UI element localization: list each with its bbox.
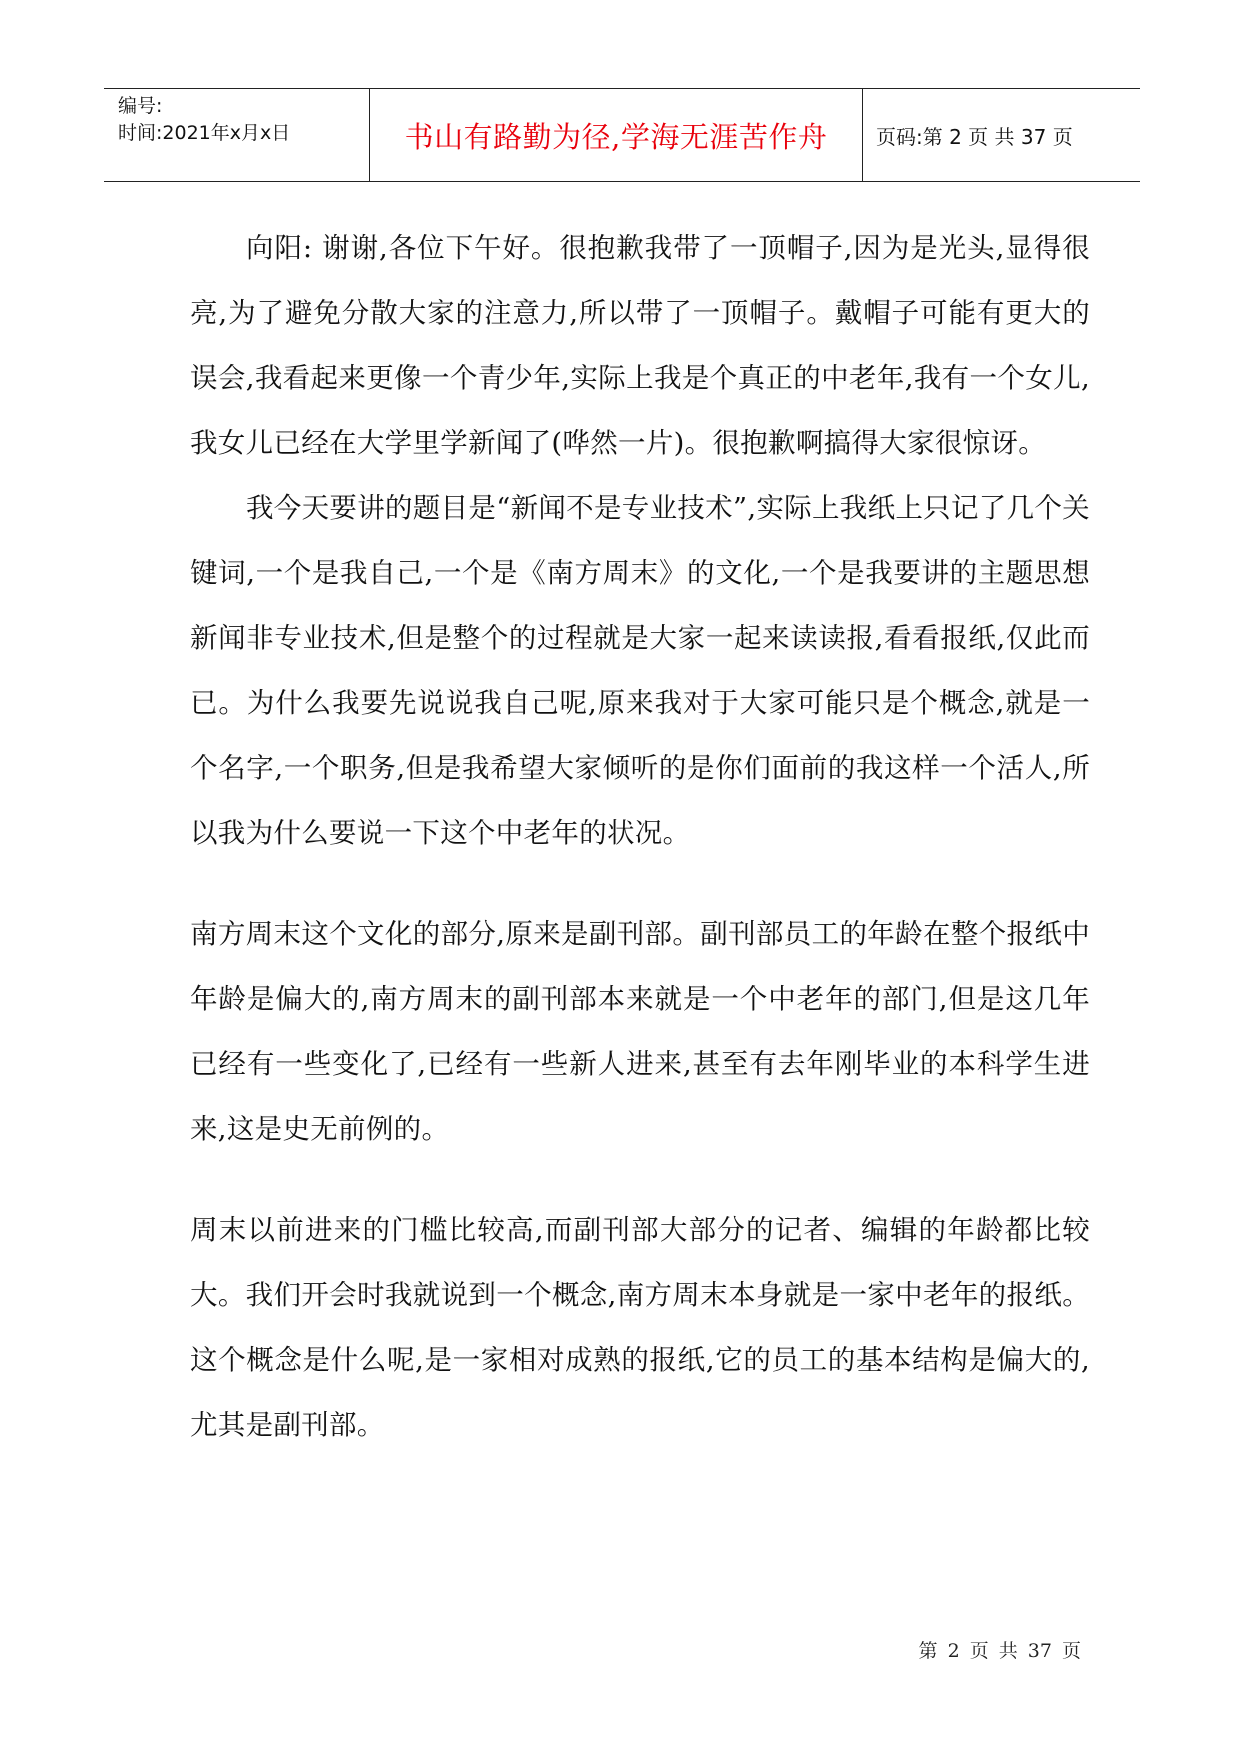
document-body: [190, 216, 1090, 1458]
header-motto: 书山有路勤为径,学海无涯苦作舟: [404, 119, 828, 154]
header-divider-right: [862, 89, 863, 181]
paragraph-3: 南方周末这个文化的部分,原来是副刊部。副刊部员工的年龄在整个报纸中年龄是偏大的,南方周末的副刊部本来就是一个中老年的部门,但是这几年已经有一些变化了,已经有一些新人进来,甚至有去年刚毕业的本科学生进来,这是史无前例的。: [190, 918, 1090, 1145]
header-page-number: 页码:第 2 页 共 37 页: [876, 124, 1073, 149]
document-time-label: 时间:2021年x月x日: [118, 122, 291, 144]
paragraph-4: 周末以前进来的门槛比较高,而副刊部大部分的记者、编辑的年龄都比较大。我们开会时我就说到一个概念,南方周末本身就是一家中老年的报纸。这个概念是什么呢,是一家相对成熟的报纸,它的员工的基本结构是偏大的,尤其是副刊部。: [190, 1214, 1090, 1441]
page-header: [104, 88, 1140, 182]
page-footer: 第 2 页 共 37 页: [918, 1640, 1081, 1662]
document-number-label: 编号:: [118, 95, 163, 117]
paragraph-1: 向阳: 谢谢,各位下午好。很抱歉我带了一顶帽子,因为是光头,显得很亮,为了避免分散大家的注意力,所以带了一顶帽子。戴帽子可能有更大的误会,我看起来更像一个青少年,实际上我是个真正的中老年,我有一个女儿,我女儿已经在大学里学新闻了(哗然一片)。很抱歉啊搞得大家很惊讶。: [190, 232, 1090, 459]
paragraph-2: 我今天要讲的题目是“新闻不是专业技术”,实际上我纸上只记了几个关键词,一个是我自己,一个是《南方周末》的文化,一个是我要讲的主题思想新闻非专业技术,但是整个的过程就是大家一起来读读报,看看报纸,仅此而已。为什么我要先说说我自己呢,原来我对于大家可能只是个概念,就是一个名字,一个职务,但是我希望大家倾听的是你们面前的我这样一个活人,所以我为什么要说一下这个中老年的状况。: [190, 492, 1090, 849]
header-divider-left: [369, 89, 370, 181]
